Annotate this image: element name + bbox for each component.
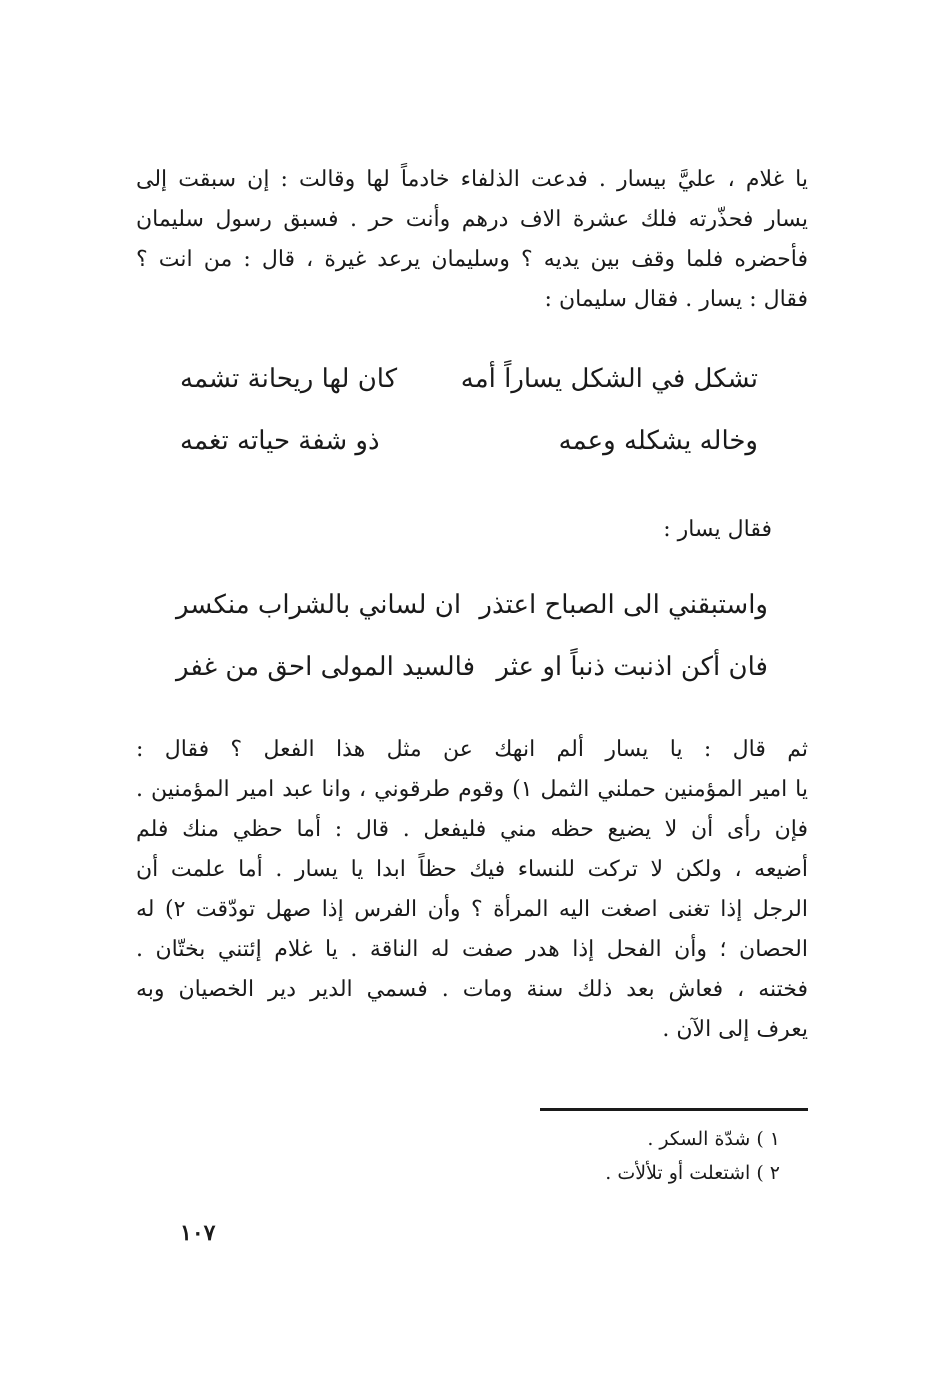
verse-first-hemistich: فان أكن اذنبت ذنباً او عثر [496,652,768,682]
verse-row [176,574,768,636]
paragraph-line: فختنه ، فعاش بعد ذلك سنة ومات . فسمي الدير دير الخصيان وبه [136,977,808,1002]
verse-second-hemistich: فالسيد المولى احق من غفر [176,652,476,682]
paragraph-line: الرجل إذا تغنى اصغت اليه المرأة ؟ وأن الفرس إذا صهل تودّقت ٢) له [136,897,808,922]
paragraph-line: يعرف إلى الآن . [662,1017,808,1042]
verse-second-hemistich: ذو شفة حياته تغمه [180,426,380,456]
verse-second-hemistich: كان لها ريحانة تشمه [180,364,398,394]
verse-first-hemistich: تشكل في الشكل يساراً أمه [460,364,758,394]
verse-row [180,348,758,410]
verse-row [176,636,768,698]
paragraph-line: فأحضره فلما وقف بين يديه ؟ وسليمان يرعد غيرة ، قال : من انت ؟ [136,247,808,272]
footnote-1: ١ ) شدّة السكر . [647,1128,780,1150]
verse-first-hemistich: واستبقني الى الصباح اعتذر [479,590,768,620]
page-number: ١٠٧ [180,1220,216,1246]
verse-second-hemistich: ان لساني بالشراب منكسر [176,590,462,620]
paragraph-line: أضيعه ، ولكن لا تركت للنساء فيك حظاً ابدا يا يسار . أما علمت أن [136,857,808,882]
verse-intro: فقال يسار : [663,517,772,542]
verse-2 [176,574,768,698]
verse-1 [180,348,758,472]
paragraph-line: فإن رأى أن لا يضيع حظه مني فليفعل . قال : أما حظي منك فلم [136,817,808,842]
paragraph-line: الحصان ؛ وأن الفحل إذا هدر صفت له الناقة . يا غلام إئتني بختّان . [136,937,808,962]
paragraph-1 [136,160,808,320]
footnote-2: ٢ ) اشتعلت أو تلألأت . [605,1162,780,1184]
verse-row [180,410,758,472]
footnotes [605,1122,780,1190]
paragraph-line: يسار فحذّرته فلك عشرة الاف درهم وأنت حر . فسبق رسول سليمان [136,207,808,232]
paragraph-line: يا امير المؤمنين حملني الثمل ١) وقوم طرقوني ، وانا عبد امير المؤمنين . [136,777,809,802]
paragraph-2 [136,730,808,1050]
paragraph-line: يا غلام ، عليَّ بيسار . فدعت الذلفاء خادماً لها وقالت : إن سبقت إلى [136,167,808,192]
paragraph-line: ثم قال : يا يسار ألم انهك عن مثل هذا الفعل ؟ فقال : [136,737,808,762]
footnote-divider [540,1108,808,1111]
verse-first-hemistich: وخاله يشكله وعمه [558,426,758,456]
paragraph-line: فقال : يسار . فقال سليمان : [544,287,808,312]
